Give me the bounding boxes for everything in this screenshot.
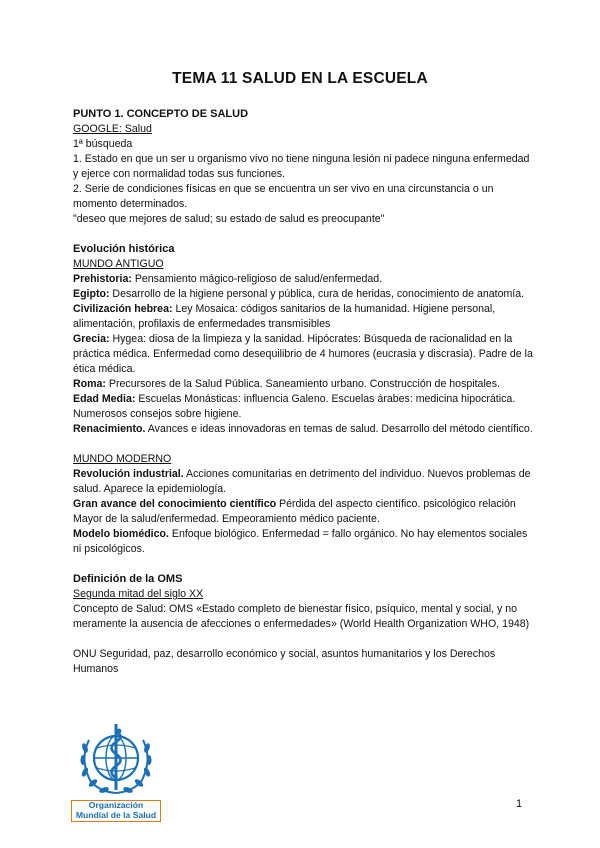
history-item: Renacimiento. Avances e ideas innovadoras en temas de salud. Desarrollo del método científico. <box>73 423 533 435</box>
page-title: TEMA 11 SALUD EN LA ESCUELA <box>172 70 428 87</box>
subheading-mundo-moderno: MUNDO MODERNO <box>73 453 172 465</box>
logo-text-line2: Mundial de la Salud <box>75 810 157 820</box>
section-heading-evolucion: Evolución histórica <box>73 243 175 255</box>
history-item: Prehistoria: Pensamiento mágico-religioso de salud/enfermedad. <box>73 273 383 285</box>
oms-concept: Concepto de Salud: OMS «Estado completo de bienestar físico, psíquico, mental y social, y no meramente la ausencia de afecciones o enfermedades» (World Health Organization WHO, 1948) <box>73 603 530 630</box>
history-item: Grecia: Hygea: diosa de la limpieza y la sanidad. Hipócrates: Búsqueda de racionalidad en la práctica médica. Enfermedad como desequilibrio de 4 humores (eucrasia y discrasia). Padre de la ética médica. <box>73 333 533 375</box>
subheading-siglo-xx: Segunda mitad del siglo XX <box>73 588 204 600</box>
logo-text-line1: Organización <box>88 800 144 810</box>
history-item: Edad Media: Escuelas Monásticas: influencia Galeno. Escuelas árabes: medicina hipocrática. Numerosos consejos sobre higiene. <box>73 393 516 420</box>
who-logo <box>71 720 161 822</box>
history-item: Egipto: Desarrollo de la higiene personal y pública, cura de heridas, conocimiento de anatomía. <box>73 288 525 300</box>
example-quote: "deseo que mejores de salud; su estado de salud es preocupante" <box>73 213 385 225</box>
subheading-mundo-antiguo: MUNDO ANTIGUO <box>73 258 164 270</box>
who-emblem-icon <box>71 720 161 800</box>
page-number: 1 <box>516 798 523 810</box>
modern-item: Revolución industrial. Acciones comunitarias en detrimento del individuo. Nuevos problemas de salud. Aparece la epidemiología. <box>73 468 531 495</box>
busqueda-label: 1ª búsqueda <box>73 138 133 150</box>
modern-item: Gran avance del conocimiento científico Pérdida del aspecto científico. psicológico relación Mayor de la salud/enfermedad. Empeoramiento médico paciente. <box>73 498 516 525</box>
onu-text: ONU Seguridad, paz, desarrollo económico y social, asuntos humanitarios y los Derechos Humanos <box>73 648 496 675</box>
section-heading-punto1: PUNTO 1. CONCEPTO DE SALUD <box>73 108 249 120</box>
google-link[interactable]: GOOGLE: Salud <box>73 123 152 135</box>
modern-item: Modelo biomédico. Enfoque biológico. Enfermedad = fallo orgánico. No hay elementos sociales ni psicológicos. <box>73 528 528 555</box>
section-heading-oms: Definición de la OMS <box>73 573 183 585</box>
history-item: Civilización hebrea: Ley Mosaica: códigos sanitarios de la humanidad. Higiene personal, alimentación, profilaxis de enfermedades transmisibles <box>73 303 496 330</box>
history-item: Roma: Precursores de la Salud Pública. Saneamiento urbano. Construcción de hospitales. <box>73 378 500 390</box>
definition-1: 1. Estado en que un ser u organismo vivo no tiene ninguna lesión ni padece ninguna enfermedad y ejerce con normalidad todas sus funciones. <box>73 153 530 180</box>
definition-2: 2. Serie de condiciones físicas en que se encuentra un ser vivo en una circunstancia o un momento determinados. <box>73 183 494 210</box>
document-body <box>73 107 533 677</box>
logo-orange-frame <box>71 800 161 822</box>
